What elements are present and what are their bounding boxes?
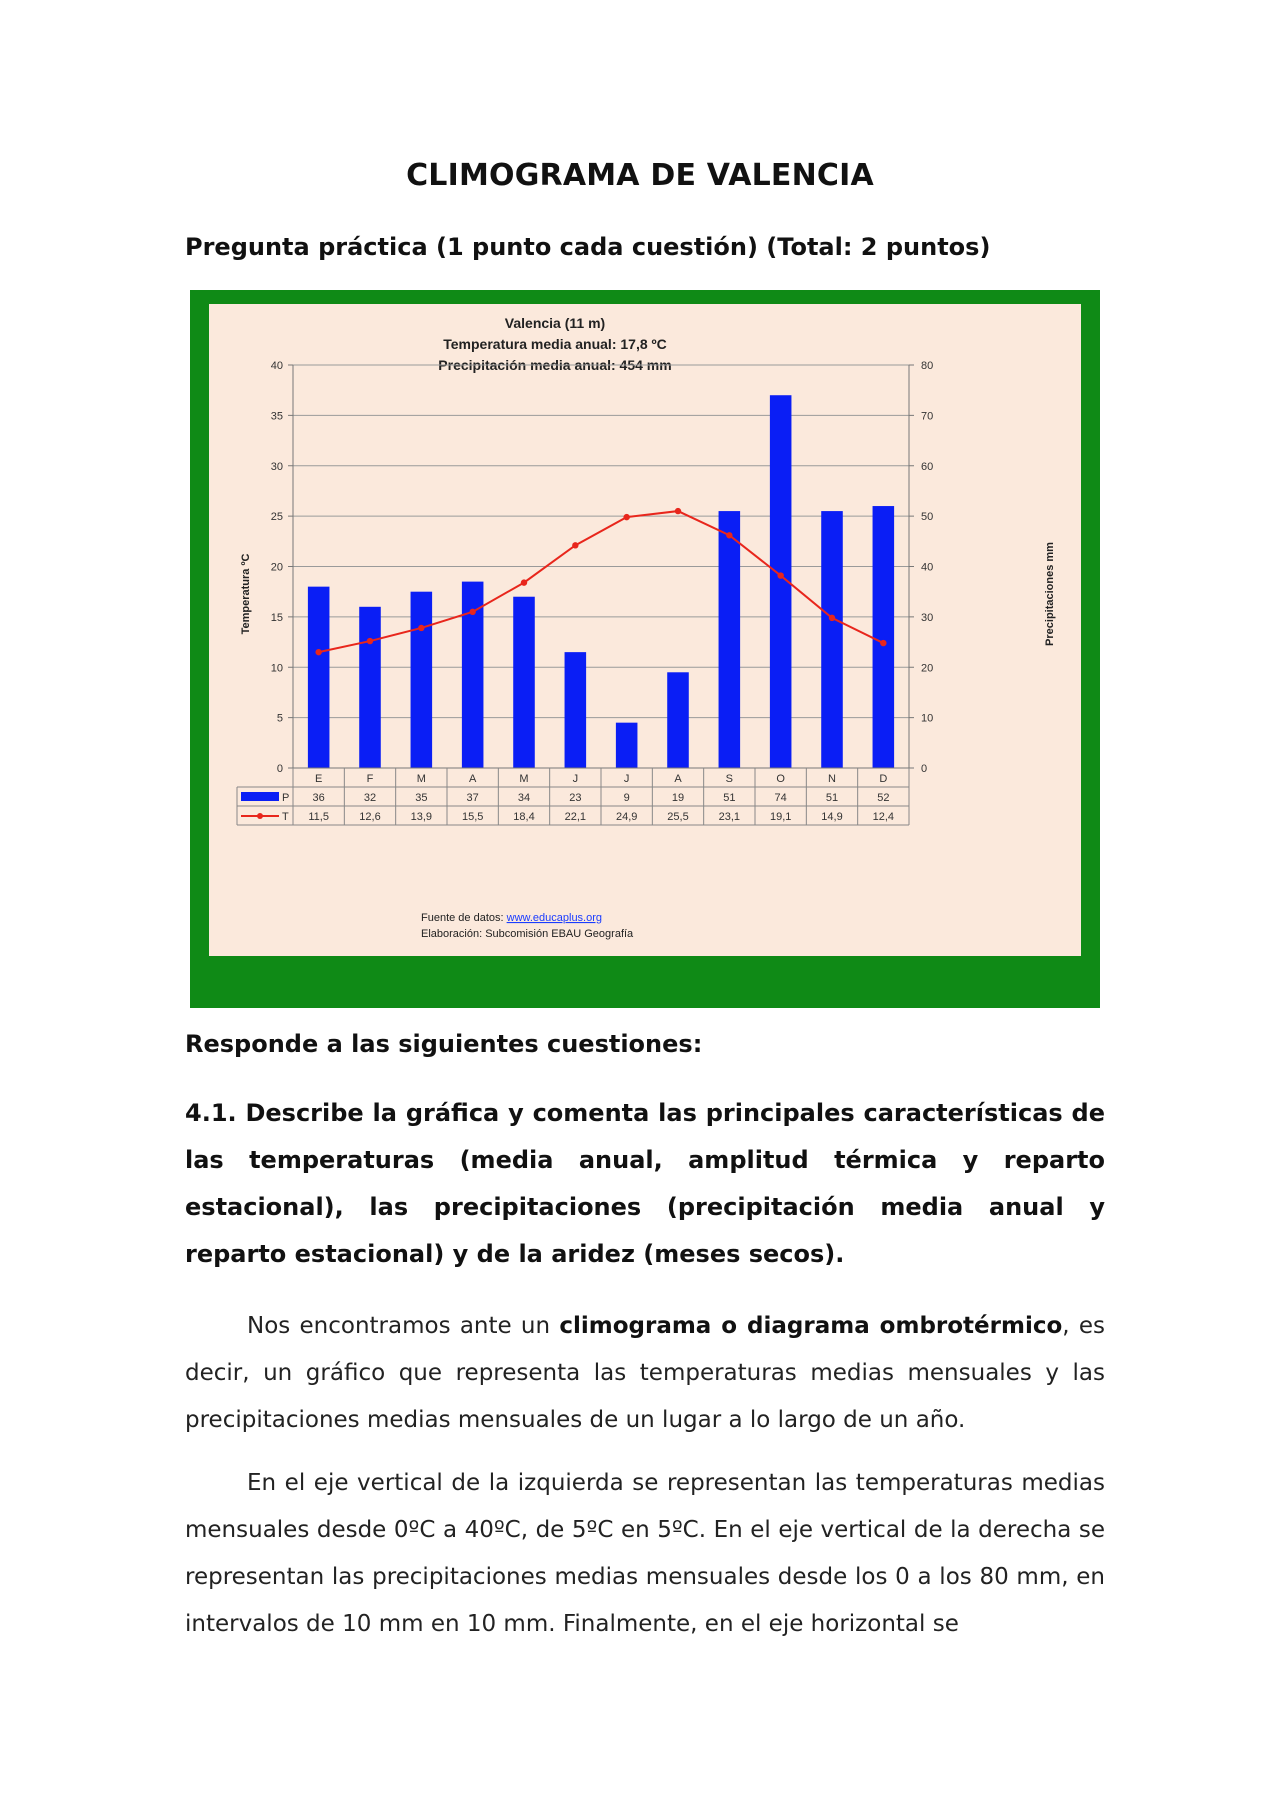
source-link[interactable]: www.educaplus.org <box>506 912 603 924</box>
y-tick-label-right: 20 <box>921 662 934 675</box>
precipitation-bar <box>616 723 638 768</box>
temperature-point <box>572 542 578 548</box>
y-tick-label-right: 60 <box>921 460 934 473</box>
legend-label-temperature: T <box>282 811 289 823</box>
chart-title-line-1: Valencia (11 m) <box>504 315 606 331</box>
x-tick-label: M <box>519 773 529 785</box>
y-tick-label-right: 70 <box>921 410 934 423</box>
paragraph-1-start: Nos encontramos ante un <box>247 1313 560 1339</box>
paragraph-1-end: , es decir, un gráfico que representa las temperaturas medias mensuales y las precipitaciones medias mensuales de un lugar a lo largo de un año. <box>185 1313 1105 1433</box>
table-value-temperature: 11,5 <box>308 811 329 823</box>
x-tick-label: J <box>572 773 579 785</box>
temperature-line-path <box>319 511 884 652</box>
table-value-temperature: 13,9 <box>410 811 433 823</box>
table-value-precipitation: 51 <box>825 792 839 804</box>
precipitation-bar <box>873 506 895 768</box>
temperature-point <box>880 640 886 646</box>
x-tick-label: E <box>314 773 323 785</box>
legend-key-precipitation <box>241 792 279 801</box>
y-tick-label-left: 0 <box>276 763 283 775</box>
y-tick-label-left: 15 <box>270 611 283 624</box>
y-tick-label-right: 10 <box>921 712 934 725</box>
precipitation-bars <box>308 395 894 768</box>
y-tick-label-left: 35 <box>270 410 283 423</box>
table-value-temperature: 22,1 <box>564 811 587 823</box>
y-tick-label-left: 5 <box>276 712 283 725</box>
temperature-point <box>623 514 629 520</box>
table-value-precipitation: 32 <box>363 792 377 804</box>
temperature-line <box>315 508 886 655</box>
precipitation-bar <box>719 511 741 768</box>
y-tick-label-left: 25 <box>270 511 283 524</box>
y-tick-label-left: 40 <box>270 360 283 372</box>
y-tick-label-left: 10 <box>270 662 283 675</box>
credit-text: Elaboración: Subcomisión EBAU Geografía <box>421 928 634 940</box>
table-value-precipitation: 74 <box>774 792 787 804</box>
y-tick-label-left: 30 <box>270 460 283 473</box>
table-value-precipitation: 52 <box>877 792 890 804</box>
legend-label-precipitation: P <box>282 792 290 804</box>
y-tick-label-right: 80 <box>921 360 934 372</box>
y-tick-label-right: 50 <box>921 511 934 524</box>
precipitation-bar <box>565 652 587 768</box>
x-tick-label: A <box>468 773 477 785</box>
table-value-temperature: 23,1 <box>718 811 741 823</box>
precipitation-bar <box>821 511 843 768</box>
precipitation-bar <box>359 607 381 768</box>
climograph-panel <box>209 304 1081 956</box>
precipitation-bar <box>308 587 330 768</box>
paragraph-2-text: En el eje vertical de la izquierda se representan las temperaturas medias mensuales desde 0ºC a 40ºC, de 5ºC en 5ºC. En el eje vertical de la derecha se representan las precipitaciones medias mensuales desde los 0 a los 80 mm, en intervalos de 10 mm en 10 mm. Finalmente, en el eje horizontal se <box>185 1470 1105 1637</box>
table-value-temperature: 14,9 <box>821 811 843 823</box>
data-table <box>237 768 909 825</box>
temperature-point <box>521 579 527 585</box>
temperature-point <box>469 609 475 615</box>
table-value-precipitation: 19 <box>671 792 685 804</box>
y-tick-label-right: 40 <box>921 561 934 574</box>
table-value-precipitation: 9 <box>623 792 630 804</box>
question-subtitle: Pregunta práctica (1 punto cada cuestión) (Total: 2 puntos) <box>185 233 991 261</box>
precipitation-bar <box>411 592 433 768</box>
table-value-temperature: 12,6 <box>359 811 381 823</box>
temperature-point <box>418 625 424 631</box>
table-value-precipitation: 37 <box>466 792 479 804</box>
legend-key-temperature-marker <box>257 813 263 819</box>
svg-text:Fuente de datos: www.educaplus <box>421 912 602 924</box>
table-value-precipitation: 36 <box>312 792 325 804</box>
x-tick-label: F <box>366 773 374 785</box>
table-value-precipitation: 34 <box>517 792 531 804</box>
table-value-temperature: 18,4 <box>513 811 535 823</box>
table-value-temperature: 12,4 <box>872 811 895 823</box>
table-value-temperature: 15,5 <box>461 811 484 823</box>
y-axis-label-right: Precipitaciones mm <box>1044 542 1056 646</box>
x-tick-label: S <box>725 773 734 785</box>
temperature-point <box>829 615 835 621</box>
x-tick-label: N <box>828 773 836 785</box>
precipitation-bar <box>667 672 689 768</box>
temperature-point <box>726 532 732 538</box>
chart-title-line-2: Temperatura media anual: 17,8 ºC <box>443 336 667 352</box>
y-tick-label-left: 20 <box>270 561 283 574</box>
climograph-chart <box>209 304 1081 956</box>
temperature-point <box>675 508 681 514</box>
temperature-point <box>315 649 321 655</box>
x-tick-label: O <box>776 773 785 785</box>
table-value-precipitation: 23 <box>569 792 582 804</box>
question-4-1: 4.1. Describe la gráfica y comenta las principales características de las temperaturas (media anual, amplitud térmica y reparto estacional), las precipitaciones (precipitación media anual y reparto estacional) y de la aridez (meses secos). <box>185 1099 1105 1268</box>
paragraph-1 <box>185 1303 1105 1444</box>
paragraph-1-bold: climograma o diagrama ombrotérmico <box>559 1313 1063 1339</box>
precipitation-bar <box>513 597 535 768</box>
table-value-precipitation: 51 <box>723 792 736 804</box>
chart-title-line-3: Precipitación media anual: 454 mm <box>438 357 672 373</box>
table-value-temperature: 19,1 <box>769 811 792 823</box>
y-tick-label-right: 0 <box>921 763 928 775</box>
table-value-temperature: 24,9 <box>615 811 638 823</box>
x-tick-label: J <box>623 773 630 785</box>
x-tick-label: A <box>674 773 682 785</box>
source-label: Fuente de datos: <box>421 912 507 924</box>
temperature-point <box>777 572 783 578</box>
paragraph-2 <box>185 1460 1105 1648</box>
table-value-precipitation: 35 <box>415 792 428 804</box>
page-title: CLIMOGRAMA DE VALENCIA <box>406 158 874 193</box>
climograph-frame <box>190 290 1100 1008</box>
section-heading: Responde a las siguientes cuestiones: <box>185 1030 703 1058</box>
y-axis-label-left: Temperatura ºC <box>240 553 252 635</box>
table-value-temperature: 25,5 <box>667 811 689 823</box>
temperature-point <box>367 638 373 644</box>
x-tick-label: D <box>879 773 888 785</box>
y-tick-label-right: 30 <box>921 611 934 624</box>
x-tick-label: M <box>416 773 426 785</box>
chart-gridlines <box>293 365 909 768</box>
